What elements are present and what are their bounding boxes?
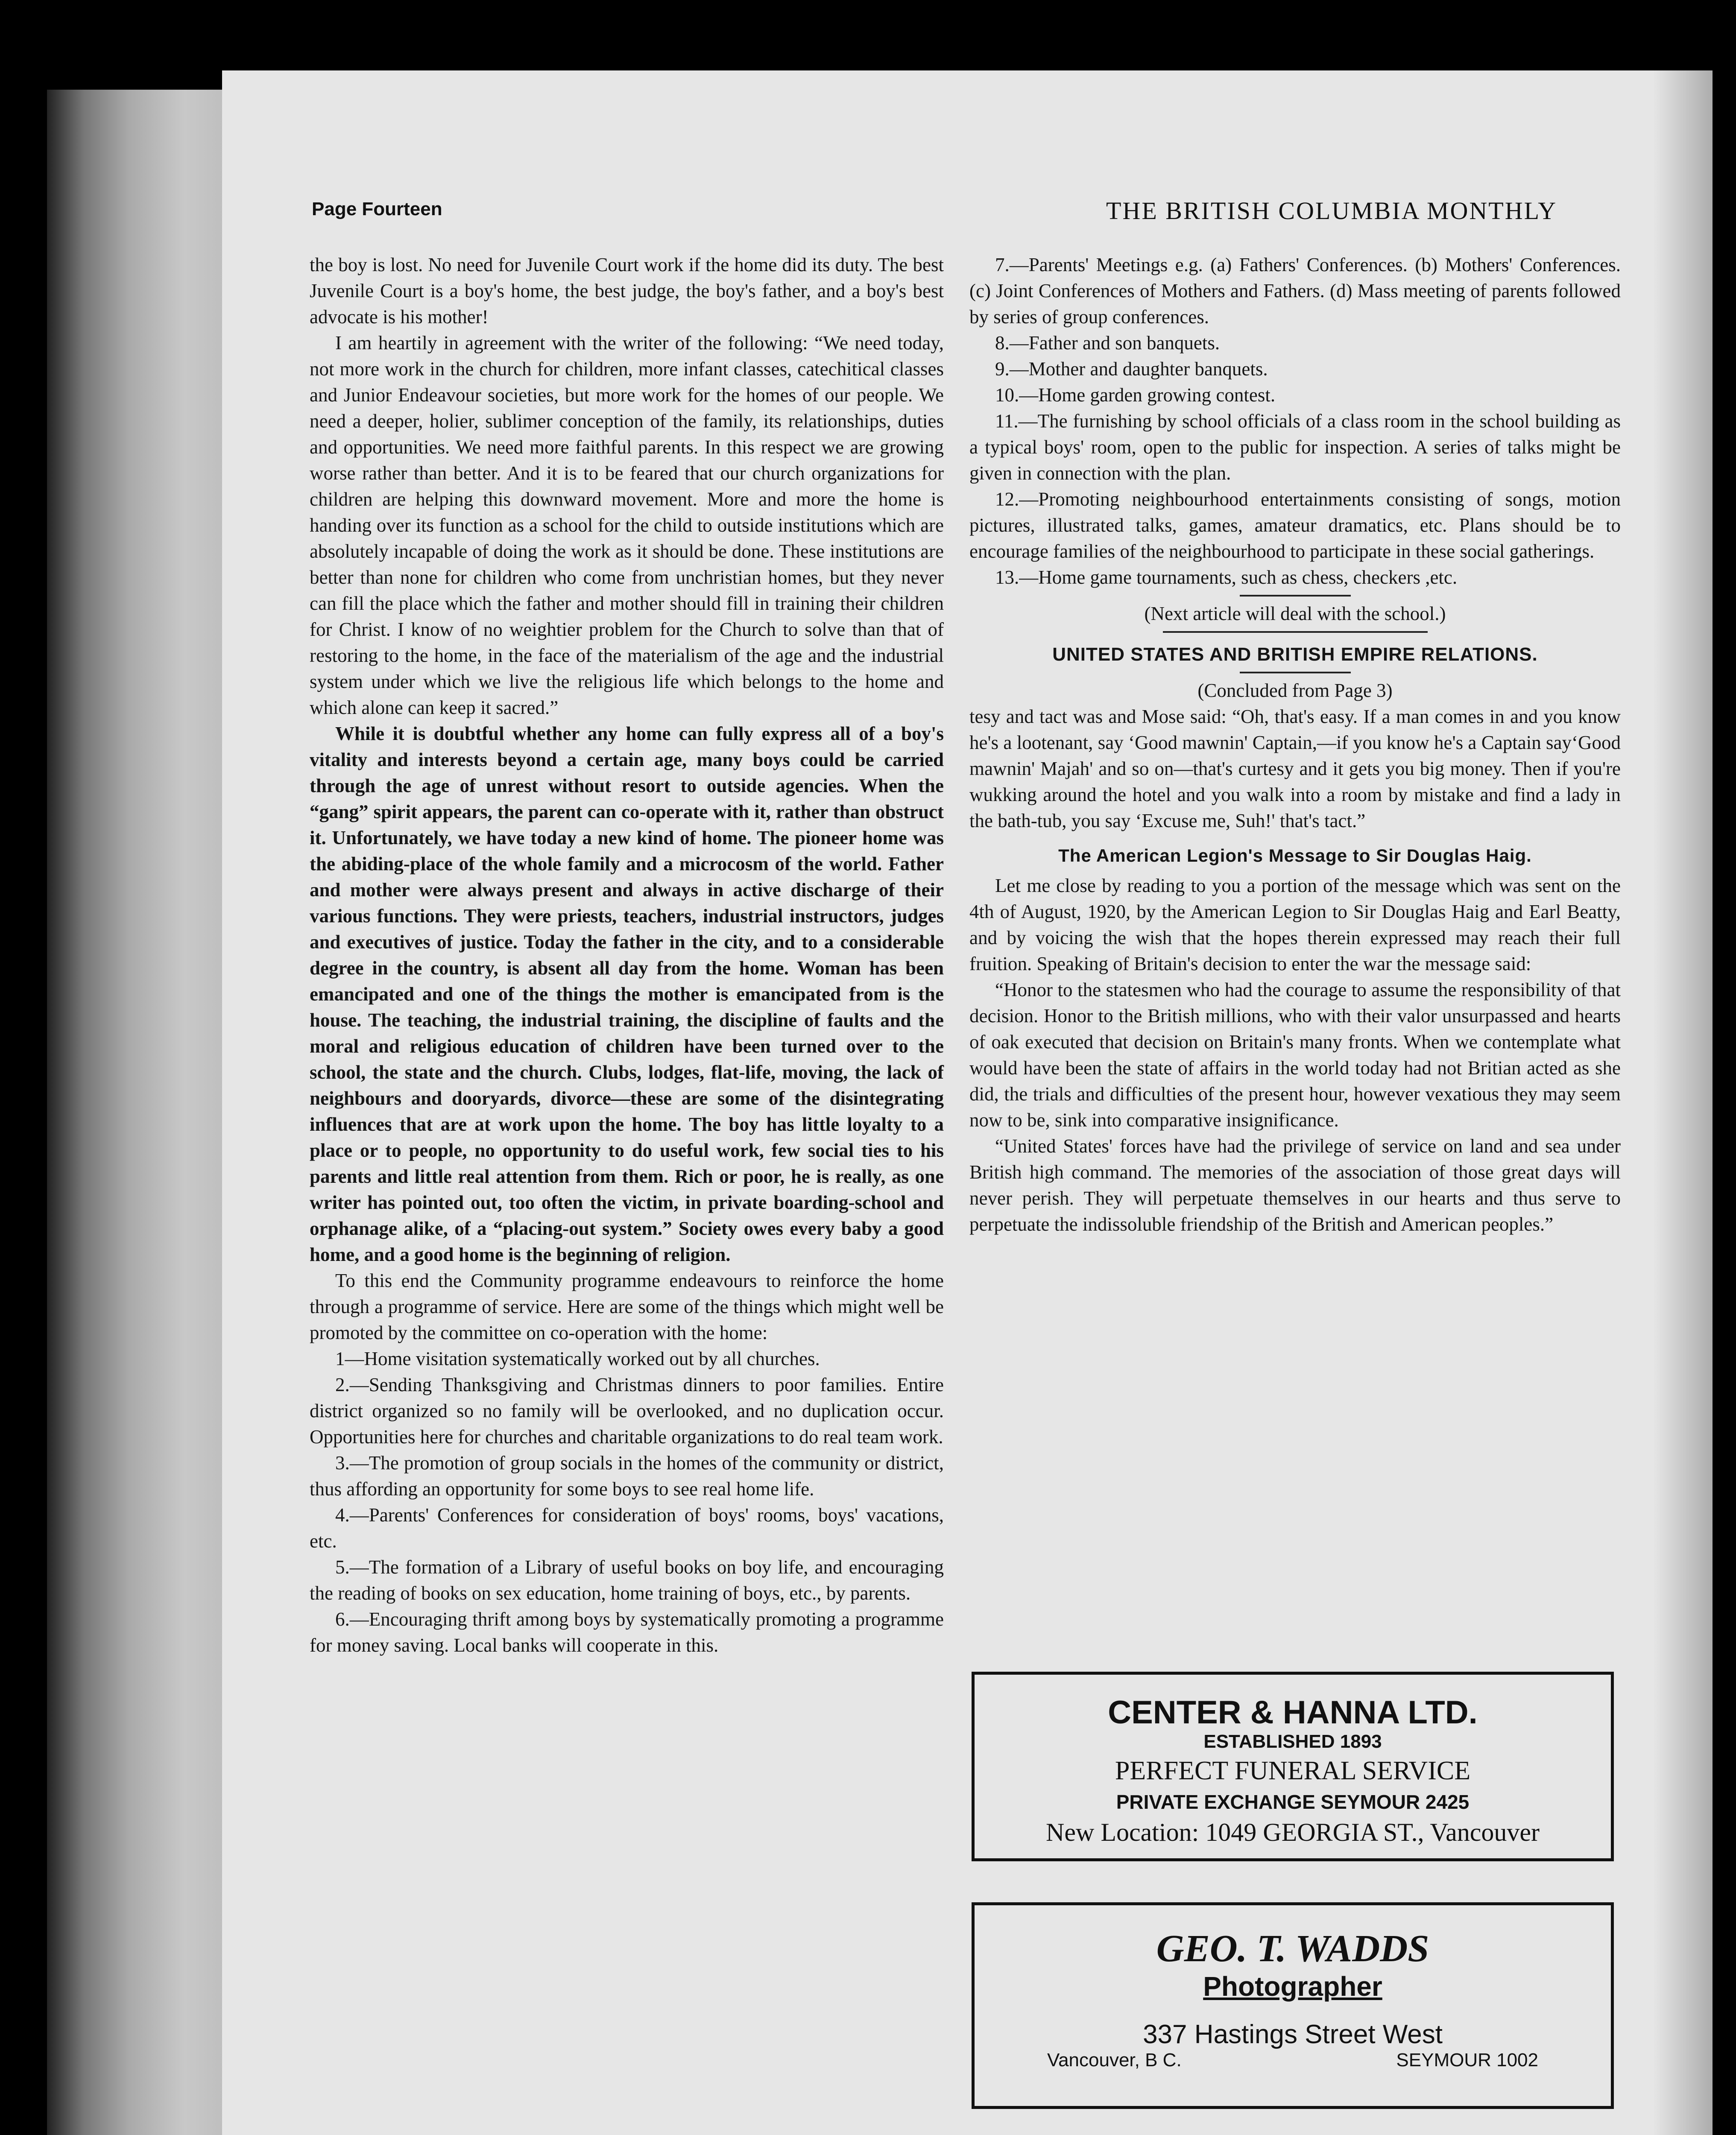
- list-item: 11.—The furnishing by school officials of a class room in the school building as a typical boys' room, open to the public for inspection. A series of talks might be given in connection with the plan.: [969, 410, 1621, 484]
- funeral-service-ad: [972, 1672, 1614, 1861]
- list-item: 8.—Father and son banquets.: [995, 332, 1220, 354]
- divider: [1240, 595, 1351, 597]
- divider: [1240, 672, 1351, 673]
- magazine-title: THE BRITISH COLUMBIA MONTHLY: [1106, 197, 1557, 225]
- ad-city: Vancouver, B C.: [1047, 2050, 1182, 2071]
- list-item: 13.—Home game tournaments, such as chess, checkers ,etc.: [995, 567, 1458, 588]
- left-paragraph: To this end the Community programme endeavours to reinforce the home through a programme of service. Here are some of the things which might well be promoted by the committee on co-operation with the home:: [310, 1270, 944, 1343]
- list-item: 12.—Promoting neighbourhood entertainments consisting of songs, motion pictures, illustrated talks, games, amateur dramatics, etc. Plans should be to encourage families of the neighbourhood to participate in these social gatherings.: [969, 488, 1621, 562]
- list-item: 2.—Sending Thanksgiving and Christmas dinners to poor families. Entire district organized so no family will be overlooked, and no duplication occur. Opportunities here for churches and charitable organizations to do real team work.: [310, 1374, 944, 1448]
- left-paragraph: While it is doubtful whether any home can fully express all of a boy's vitality and interests beyond a certain age, many boys could be carried through the age of unrest without resort to outside agencies. When the “gang” spirit appears, the parent can co-operate with it, rather than obstruct it. Unfortunately, we have today a new kind of home. The pioneer home was the abiding-place of the whole family and a microcosm of the world. Father and mother were always present and always in active discharge of their various functions. They were priests, teachers, industrial instructors, judges and executives of justice. Today the father in the city, and to a considerable degree in the country, is absent all day from the home. Woman has been emancipated and one of the things the mother is emancipated from is the house. The teaching, the industrial training, the discipline of faults and the moral and religious education of children have been turned over to the school, the state and the church. Clubs, lodges, flat-life, moving, the lack of neighbours and dooryards, divorce—these are some of the disintegrating influences that are at work upon the home. The boy has little loyalty to a place or to people, no opportunity to do useful work, few social ties to his parents and little real attention from them. Rich or poor, he is really, as one writer has pointed out, too often the victim, in private boarding-school and orphanage alike, of a “placing-out system.” Society owes every baby a good home, and a good home is the beginning of religion.: [310, 723, 944, 1265]
- list-item: 6.—Encouraging thrift among boys by systematically promoting a programme for money saving. Local banks will cooperate in this.: [310, 1609, 944, 1656]
- subheading: The American Legion's Message to Sir Douglas Haig.: [1058, 845, 1532, 866]
- list-item: 4.—Parents' Conferences for consideration of boys' rooms, boys' vacations, etc.: [310, 1504, 944, 1552]
- ad-established: ESTABLISHED 1893: [1203, 1731, 1382, 1752]
- list-item: 5.—The formation of a Library of useful books on boy life, and encouraging the reading of books on sex education, home training of boys, etc., by parents.: [310, 1556, 944, 1604]
- ad-title: Photographer: [1203, 1971, 1382, 2002]
- ad-footer-row: [975, 2050, 1611, 2071]
- article-title: UNITED STATES AND BRITISH EMPIRE RELATIONS.: [1052, 644, 1538, 665]
- ad-phone: SEYMOUR 1002: [1396, 2050, 1538, 2071]
- list-item: 1—Home visitation systematically worked out by all churches.: [335, 1348, 820, 1369]
- list-item: 7.—Parents' Meetings e.g. (a) Fathers' Conferences. (b) Mothers' Conferences. (c) Joint Conferences of Mothers and Fathers. (d) Mass meeting of parents followed by series of group conferences.: [969, 254, 1621, 328]
- ad-location: New Location: 1049 GEORGIA ST., Vancouver: [1046, 1818, 1540, 1846]
- list-item: 3.—The promotion of group socials in the homes of the community or district, thus affording an opportunity for some boys to see real home life.: [310, 1452, 944, 1500]
- left-column: [310, 252, 944, 1658]
- page-label: Page Fourteen: [312, 199, 442, 219]
- photographer-ad: [972, 1902, 1614, 2109]
- list-item: 10.—Home garden growing contest.: [995, 384, 1276, 406]
- book-page-edges: [47, 90, 231, 2135]
- ad-phone: PRIVATE EXCHANGE SEYMOUR 2425: [1116, 1791, 1470, 1813]
- ad-service: PERFECT FUNERAL SERVICE: [1115, 1756, 1471, 1785]
- magazine-page: [222, 70, 1713, 2135]
- article-paragraph: tesy and tact was and Mose said: “Oh, that's easy. If a man comes in and you know he's a lootenant, say ‘Good mawnin' Captain,—if you know he's a Captain say‘Good mawnin' Majah' and so on—that's curtesy and it gets you big money. Then if you're wukking around the hotel and you walk into a room by mistake and find a lady in the bath-tub, you say ‘Excuse me, Suh!' that's tact.”: [969, 706, 1621, 831]
- right-column: [969, 252, 1621, 1237]
- next-article-note: (Next article will deal with the school.): [1144, 603, 1446, 624]
- concluded-note: (Concluded from Page 3): [1197, 680, 1393, 701]
- left-paragraph: I am heartily in agreement with the writer of the following: “We need today, not more work in the church for children, more infant classes, catechitical classes and Junior Endeavour societies, but more work for the homes of our people. We need a deeper, holier, sublimer conception of the family, its relationships, duties and opportunities. We need more faithful parents. In this respect we are growing worse rather than better. And it is to be feared that our church organizations for children are helping this downward movement. More and more the home is handing over its function as a school for the child to outside institutions which are absolutely incapable of doing the work as it should be done. These institutions are better than none for children who come from unchristian homes, but they never can fill the place which the father and mother should fill in training their children for Christ. I know of no weightier problem for the Church to solve than that of restoring to the home, in the face of the materialism of the age and the industrial system under which we live the religious life which belongs to the home and which alone can keep it sacred.”: [310, 332, 944, 718]
- left-paragraph: the boy is lost. No need for Juvenile Court work if the home did its duty. The best Juvenile Court is a boy's home, the best judge, the boy's father, and a boy's best advocate is his mother!: [310, 254, 944, 328]
- article-paragraph: “United States' forces have had the privilege of service on land and sea under British high command. The memories of the association of those great days will never perish. They will perpetuate themselves in our hearts and thus serve to perpetuate the indissoluble friendship of the British and American peoples.”: [969, 1135, 1621, 1235]
- ad-address: 337 Hastings Street West: [1143, 2020, 1443, 2049]
- article-paragraph: Let me close by reading to you a portion of the message which was sent on the 4th of August, 1920, by the American Legion to Sir Douglas Haig and Earl Beatty, and by voicing the wish that the hopes therein expressed may reach their full fruition. Speaking of Britain's decision to enter the war the message said:: [969, 875, 1621, 974]
- list-item: 9.—Mother and daughter banquets.: [995, 358, 1268, 380]
- ad-company-name: CENTER & HANNA LTD.: [1108, 1694, 1478, 1731]
- page-shadow: [1653, 70, 1713, 2135]
- ad-company-name: GEO. T. WADDS: [1156, 1927, 1429, 1970]
- article-paragraph: “Honor to the statesmen who had the courage to assume the responsibility of that decision. Honor to the British millions, who with their valor unsurpassed and hearts of oak executed that decision on Britain's many fronts. When we contemplate what would have been the state of affairs in the world today had not Britian acted as she did, the trials and difficulties of the present hour, however vexatious they may seem now to be, sink into comparative insignificance.: [969, 979, 1621, 1131]
- divider: [1163, 631, 1428, 633]
